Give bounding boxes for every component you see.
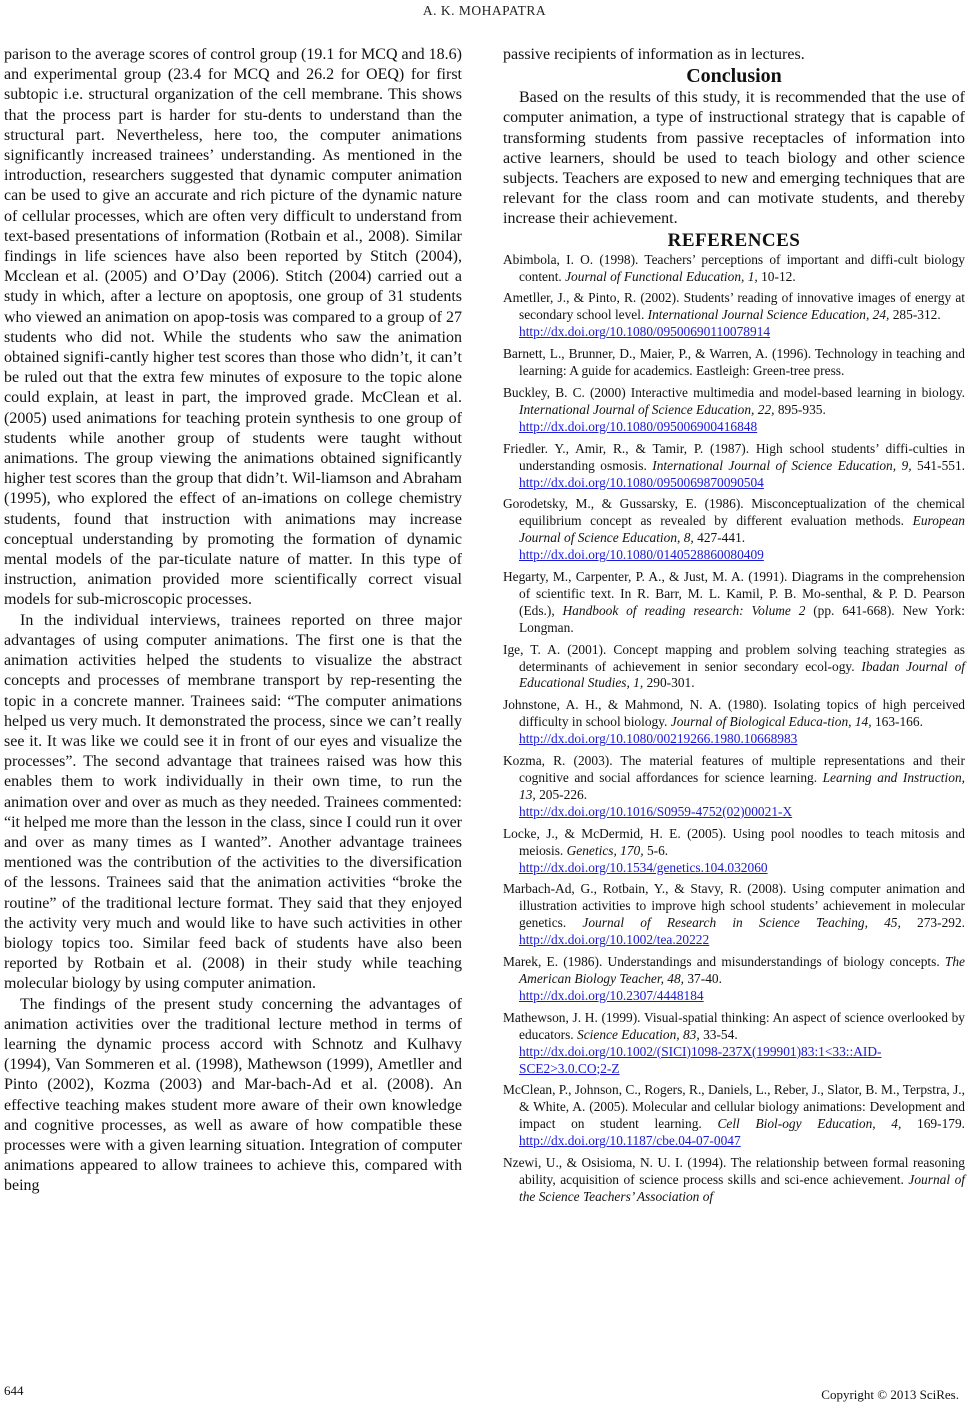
copyright-notice: Copyright © 2013 SciRes. (821, 1387, 959, 1402)
doi-link[interactable]: http://dx.doi.org/10.1534/genetics.104.032060 (519, 859, 768, 875)
reference-source: Learning and Instruction, 13, (519, 770, 965, 802)
reference-text: Friedler. Y., Amir, R., & Tamir, P. (1987). High school students’ diffi-culties in understanding osmosis. (503, 440, 965, 473)
reference-source: Ibadan Journal of Educational Studies, 1, (519, 658, 965, 691)
reference-entry (503, 954, 965, 1005)
reference-source: Journal of the Science Teachers’ Association of (519, 1171, 966, 1204)
doi-link[interactable]: http://dx.doi.org/10.1002/tea.20222 (519, 932, 710, 948)
reference-entry (503, 385, 965, 436)
conclusion-heading: Conclusion (686, 65, 782, 88)
reference-entry (503, 496, 965, 564)
reference-source: International Journal of Science Education, 9, (652, 457, 912, 473)
reference-pages: 33-54. (699, 1026, 738, 1042)
reference-source: The American Biology Teacher, 48, (519, 954, 965, 986)
reference-pages: 163-166. (871, 714, 923, 730)
reference-text: McClean, P., Johnson, C., Rogers, R., Daniels, L., Reber, J., Slator, B. M., Terpstra, J., & White, A. (2005). Molecular and cellular biology animations: Development and impact on student learning. (503, 1082, 965, 1132)
reference-pages: 427-441. (693, 530, 746, 546)
reference-pages: 541-551. (911, 457, 966, 473)
doi-link[interactable]: http://dx.doi.org/10.1016/S0959-4752(02)00021-X (519, 803, 793, 819)
reference-pages: 205-226. (535, 786, 588, 802)
reference-entry (503, 1010, 965, 1078)
reference-text: Abimbola, I. O. (1998). Teachers’ perceptions of important and diffi-cult biology content. (503, 251, 965, 284)
right-column (503, 45, 965, 1211)
reference-entry (503, 881, 965, 949)
body-paragraph: passive recipients of information as in lectures. (503, 46, 805, 63)
reference-entry (503, 753, 965, 821)
reference-source: Journal of Biological Educa-tion, 14, (670, 714, 872, 730)
reference-text: Ametller, J., & Pinto, R. (2002). Students’ reading of innovative images of energy at secondary school level. (503, 290, 965, 323)
reference-entry (503, 697, 965, 748)
doi-link[interactable]: http://dx.doi.org/10.1002/(SICI)1098-237X(199901)83:1<33::AID-SCE2>3.0.CO;2-Z (519, 1043, 882, 1076)
reference-source: International Journal Science Education, 24, (647, 307, 890, 323)
reference-pages: 895-935. (774, 401, 826, 417)
reference-entry (503, 1082, 965, 1150)
reference-text: Nzewi, U., & Osisioma, N. U. I. (1994). The relationship between formal reasoning ability, acquisition of science process skills and sci-ence achievement. (503, 1155, 965, 1187)
reference-source: Genetics, 170, (566, 842, 644, 858)
body-paragraph: In the individual interviews, trainees reported on three major advantages of using computer animations. The first one is that the animation activities helped the students to visualize the abstract concepts and processes of membrane transport by rep-resenting the topic in a concrete manner. Trainees said: “The computer animations helped us very much. It demonstrated the process, since we can’t really see it. It was like we could see it in front of our eyes and visualize the processes”. The second advantage that trainees raised was how this enables them to work individually in their own time, to run the animation over and over as much as they needed. Trainees commented: “it helped me more than the lesson in the class, since I could run it over and over as many times as I wanted”. Another advantage trainees mentioned was the contribution of the activities to the diversification of the lessons. Trainees said that the animation activities “broke the routine” of the traditional lecture format. They said that they enjoyed the activity very much and would like to have such activities in other biology topics too. Similar feed back of students have also been reported by Rotbain et al. (2008) in their study while teaching molecular biology by using computer animation. (4, 611, 462, 993)
reference-source: Cell Biol-ogy Education, 4, (717, 1116, 902, 1132)
doi-link[interactable]: http://dx.doi.org/10.1080/095006900416848 (519, 418, 758, 434)
left-column (4, 45, 462, 1197)
reference-entry (503, 441, 965, 492)
reference-entry (503, 346, 965, 380)
reference-source: Journal of Functional Education, 1, (565, 268, 758, 284)
reference-source: Handbook of reading research: Volume 2 (562, 602, 806, 618)
reference-entry (503, 642, 965, 693)
reference-text: Marbach-Ad, G., Rotbain, Y., & Stavy, R. (2008). Using computer animation and illustration activities to improve high school students’ achievement in molecular genetics. (503, 881, 965, 931)
reference-pages: (pp. 641-668). New York: Longman. (519, 602, 965, 635)
reference-source: European Journal of Science Education, 8, (519, 513, 965, 546)
running-header: A. K. MOHAPATRA (422, 3, 547, 18)
reference-text: Barnett, L., Brunner, D., Maier, P., & Warren, A. (1996). Technology in teaching and learning: A guide for academics. Eastleigh: Green-tree press. (503, 346, 965, 379)
reference-list (503, 252, 965, 1206)
reference-text: Ige, T. A. (2001). Concept mapping and problem solving teaching strategies as determinants of achievement in senior secondary ecol-ogy. (503, 641, 965, 674)
reference-pages: 37-40. (684, 970, 722, 986)
reference-text: Gorodetsky, M., & Gussarsky, E. (1986). Misconceptualization of the chemical equilibrium concept as revealed by different evaluation methods. (503, 496, 965, 529)
reference-entry (503, 290, 965, 341)
reference-text: Hegarty, M., Carpenter, P. A., & Just, M. A. (1991). Diagrams in the comprehension of scientific text. In R. Barr, M. L. Kamil, P. B. Mo-senthal, & P. D. Pearson (Eds.), (503, 569, 965, 618)
reference-text: Marek, E. (1986). Understandings and misunderstandings of biology concepts. (503, 954, 945, 970)
reference-text: Kozma, R. (2003). The material features of multiple representations and their cognitive and social affordances for science learning. (503, 753, 965, 785)
reference-pages: 169-179. (901, 1116, 966, 1132)
doi-link[interactable]: http://dx.doi.org/10.1187/cbe.04-07-0047 (519, 1133, 741, 1149)
reference-text: Locke, J., & McDermid, H. E. (2005). Using pool noodles to teach mitosis and meiosis. (503, 825, 965, 858)
reference-pages: 290-301. (643, 675, 695, 691)
reference-pages: 5-6. (643, 842, 669, 858)
reference-entry (503, 826, 965, 877)
reference-source: Science Education, 83, (577, 1026, 700, 1042)
doi-link[interactable]: http://dx.doi.org/10.1080/0950069870090504 (519, 474, 764, 490)
doi-link[interactable]: http://dx.doi.org/10.1080/00219266.1980.10668983 (519, 731, 798, 747)
body-paragraph: parison to the average scores of control group (19.1 for MCQ and 18.6) and experimental group (23.4 for MCQ and 26.2 for OEQ) for first subtopic i.e. structural organization of the cell membrane. This shows that the process part is harder for stu-dents to understand than the structural part. Nevertheless, here too, the computer animations significantly increased trainees’ understanding. As mentioned in the introduction, researchers suggested that dynamic computer animation can be used to give an accurate and rich picture of the dynamic nature of cellular processes, which are often very difficult to understand from text-based presentations of information (Rotbain et al., 2008). Similar findings in life sciences have also been reported by Stitch (2004), Mcclean et al. (2005) and O’Day (2006). Stitch (2004) carried out a study in which, after a lecture on apoptosis, one group of 31 students who viewed an animation on apop-tosis was compared to a group of 27 students who did not. While the students who saw the animation obtained signifi-cantly higher test scores than those who didn’t, it can’t be ruled out that the extra few minutes of exposure to the topic alone could explain, at least in part, the improved grade. McClean et al. (2005) used animations for teaching protein synthesis to one group of students while another group of students were taught without animations. The group viewing the animations obtained significantly higher test scores than the group that didn’t. Wil-liamson and Abraham (1995), who explored the effect of an-imations on college chemistry students, found that instruction with animations may increase conceptual understanding by promoting the formation of dynamic mental models of the par-ticulate nature of matter. In this type of instruction, animation provided more scientifically correct visual models for sub-microscopic processes. (4, 46, 462, 609)
conclusion-paragraph: Based on the results of this study, it is recommended that the use of computer animation, a type of instructional strategy that is capable of transforming students from passive receptacles of information into active learners, should be used to teach biology and other science subjects. Teachers are exposed to new and emerging techniques that are relevant for the class room and can motivate students, and thereby increase their achievement. (503, 89, 965, 228)
page-number: 644 (4, 1383, 24, 1398)
reference-pages: 273-292. (900, 915, 965, 931)
reference-text: Johnstone, A. H., & Mahmond, N. A. (1980). Isolating topics of high perceived difficulty in school biology. (503, 697, 965, 730)
reference-entry (503, 1155, 965, 1206)
doi-link[interactable]: http://dx.doi.org/10.2307/4448184 (519, 987, 704, 1003)
reference-pages: 10-12. (757, 268, 796, 284)
doi-link[interactable]: http://dx.doi.org/10.1080/0140528860080409 (519, 547, 764, 563)
reference-entry (503, 252, 965, 286)
reference-text: Buckley, B. C. (2000) Interactive multimedia and model-based learning in biology. (503, 384, 965, 400)
reference-source: International Journal of Science Education, 22, (519, 401, 775, 417)
doi-link[interactable]: http://dx.doi.org/10.1080/09500690110078914 (519, 324, 771, 340)
reference-entry (503, 569, 965, 637)
body-paragraph: The findings of the present study concerning the advantages of animation activities over the traditional lecture method in terms of learning the dynamic process accord with Schnotz and Kulhavy (1994), Van Sommeren et al. (1998), Mathewson (1999), Ametller and Pinto (2002), Kozma (2003) and Mar-bach-Ad et al. (2008). An effective teaching makes student more aware of their own knowledge and cognitive processes, as well as aware of how compatible these processes were with a given learning situation. Integration of computer animations appeared to allow trainees to achieve this, compared with being (4, 995, 462, 1195)
reference-source: Journal of Research in Science Teaching, 45, (582, 915, 901, 931)
reference-text: Mathewson, J. H. (1999). Visual-spatial thinking: An aspect of science overlooked by educators. (503, 1009, 965, 1042)
reference-pages: 285-312. (889, 307, 941, 323)
references-heading: REFERENCES (667, 229, 801, 251)
